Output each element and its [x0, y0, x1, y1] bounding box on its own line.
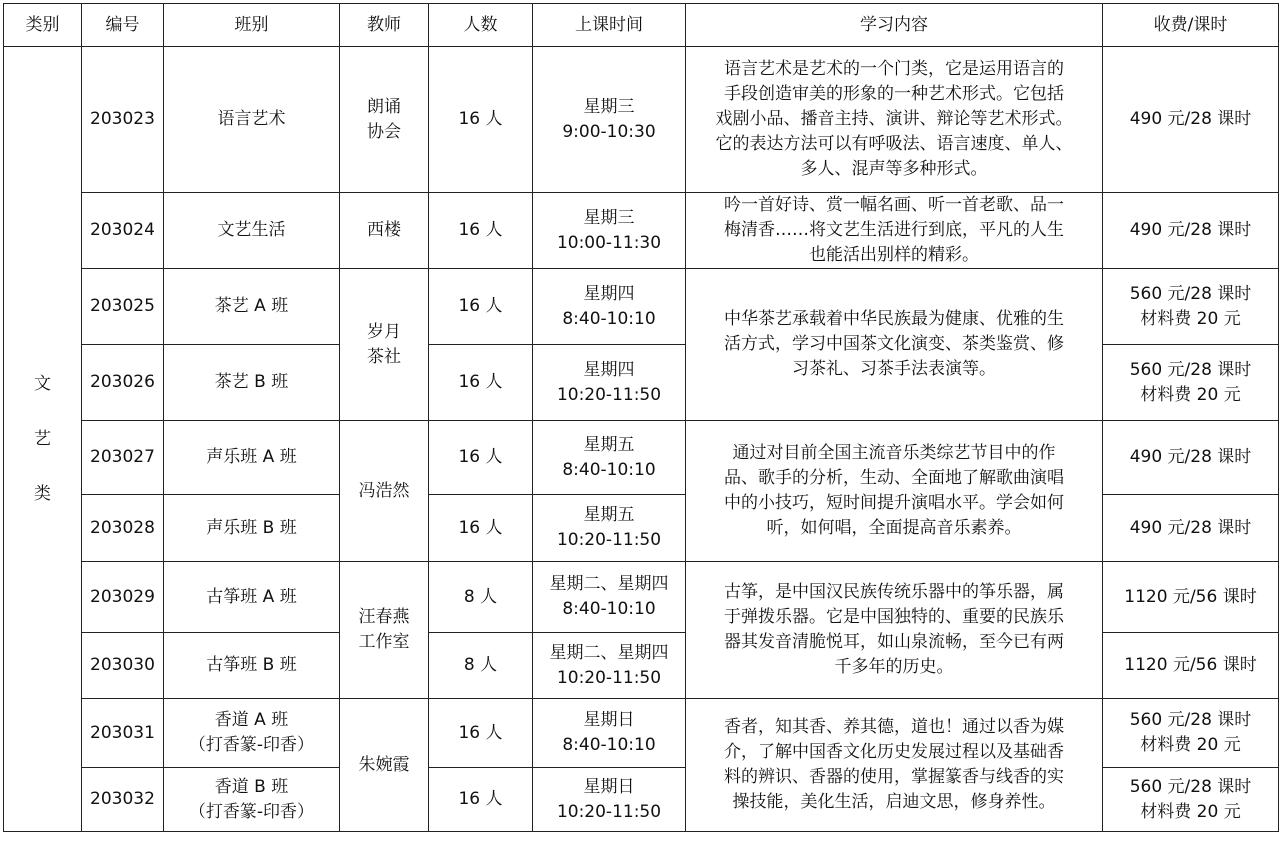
class-cell: 香道 A 班 （打香篆-印香）: [164, 699, 340, 768]
class-cell: 古筝班 B 班: [164, 633, 340, 699]
count-cell: 16 人: [429, 699, 533, 768]
code-cell: 203028: [82, 495, 164, 562]
header-teacher: 教师: [340, 4, 429, 47]
fee-cell: 560 元/28 课时 材料费 20 元: [1103, 699, 1279, 768]
table-row: [4, 562, 1279, 633]
table-row: [4, 193, 1279, 269]
teacher-cell: 岁月 茶社: [340, 269, 429, 421]
fee-cell: 560 元/28 课时 材料费 20 元: [1103, 768, 1279, 832]
code-cell: 203030: [82, 633, 164, 699]
header-content: 学习内容: [686, 4, 1103, 47]
time-cell: 星期日 8:40-10:10: [533, 699, 686, 768]
header-class: 班别: [164, 4, 340, 47]
fee-cell: 560 元/28 课时 材料费 20 元: [1103, 269, 1279, 345]
class-cell: 声乐班 B 班: [164, 495, 340, 562]
class-cell: 茶艺 B 班: [164, 345, 340, 421]
count-cell: 16 人: [429, 47, 533, 193]
count-cell: 8 人: [429, 562, 533, 633]
fee-cell: 1120 元/56 课时: [1103, 633, 1279, 699]
table-row: [4, 269, 1279, 345]
time-cell: 星期五 8:40-10:10: [533, 421, 686, 495]
count-cell: 16 人: [429, 269, 533, 345]
class-cell: 香道 B 班 （打香篆-印香）: [164, 768, 340, 832]
teacher-cell: 西楼: [340, 193, 429, 269]
time-cell: 星期五 10:20-11:50: [533, 495, 686, 562]
count-cell: 16 人: [429, 421, 533, 495]
teacher-cell: 朱婉霞: [340, 699, 429, 832]
code-cell: 203029: [82, 562, 164, 633]
header-category: 类别: [4, 4, 82, 47]
teacher-cell: 冯浩然: [340, 421, 429, 562]
category-cell: 文 艺 类: [4, 47, 82, 832]
time-cell: 星期三 9:00-10:30: [533, 47, 686, 193]
class-cell: 文艺生活: [164, 193, 340, 269]
content-cell: 吟一首好诗、赏一幅名画、听一首老歌、品一 梅清香……将文艺生活进行到底，平凡的人生 也能活出别样的精彩。: [686, 193, 1103, 269]
code-cell: 203032: [82, 768, 164, 832]
class-cell: 语言艺术: [164, 47, 340, 193]
class-cell: 声乐班 A 班: [164, 421, 340, 495]
time-cell: 星期四 8:40-10:10: [533, 269, 686, 345]
course-schedule-table: [3, 3, 1279, 832]
table-row: [4, 699, 1279, 768]
header-fee: 收费/课时: [1103, 4, 1279, 47]
code-cell: 203031: [82, 699, 164, 768]
table-row: [4, 47, 1279, 193]
header-row: [4, 4, 1279, 47]
code-cell: 203025: [82, 269, 164, 345]
count-cell: 8 人: [429, 633, 533, 699]
code-cell: 203024: [82, 193, 164, 269]
count-cell: 16 人: [429, 345, 533, 421]
fee-cell: 490 元/28 课时: [1103, 495, 1279, 562]
content-cell: 语言艺术是艺术的一个门类，它是运用语言的 手段创造审美的形象的一种艺术形式。它包括 戏剧小品、播音主持、演讲、辩论等艺术形式。 它的表达方法可以有呼吸法、语言速度、单人、 多人、混声等多种形式。: [686, 47, 1103, 193]
content-cell: 古筝，是中国汉民族传统乐器中的筝乐器，属 于弹拨乐器。它是中国独特的、重要的民族乐 器其发音清脆悦耳，如山泉流畅，至今已有两 千多年的历史。: [686, 562, 1103, 699]
content-cell: 香者，知其香、养其德，道也！通过以香为媒 介，了解中国香文化历史发展过程以及基础香 料的辨识、香器的使用，掌握篆香与线香的实 操技能，美化生活，启迪文思，修身养性。: [686, 699, 1103, 832]
header-time: 上课时间: [533, 4, 686, 47]
content-cell: 中华茶艺承载着中华民族最为健康、优雅的生 活方式，学习中国茶文化演变、茶类鉴赏、修 习茶礼、习茶手法表演等。: [686, 269, 1103, 421]
content-cell: 通过对目前全国主流音乐类综艺节目中的作 品、歌手的分析，生动、全面地了解歌曲演唱 中的小技巧，短时间提升演唱水平。学会如何 听，如何唱，全面提高音乐素养。: [686, 421, 1103, 562]
class-cell: 古筝班 A 班: [164, 562, 340, 633]
time-cell: 星期三 10:00-11:30: [533, 193, 686, 269]
header-count: 人数: [429, 4, 533, 47]
fee-cell: 1120 元/56 课时: [1103, 562, 1279, 633]
header-code: 编号: [82, 4, 164, 47]
time-cell: 星期日 10:20-11:50: [533, 768, 686, 832]
teacher-cell: 朗诵 协会: [340, 47, 429, 193]
time-cell: 星期二、星期四 8:40-10:10: [533, 562, 686, 633]
fee-cell: 490 元/28 课时: [1103, 47, 1279, 193]
class-cell: 茶艺 A 班: [164, 269, 340, 345]
fee-cell: 560 元/28 课时 材料费 20 元: [1103, 345, 1279, 421]
fee-cell: 490 元/28 课时: [1103, 193, 1279, 269]
teacher-cell: 汪春燕 工作室: [340, 562, 429, 699]
code-cell: 203023: [82, 47, 164, 193]
code-cell: 203026: [82, 345, 164, 421]
code-cell: 203027: [82, 421, 164, 495]
time-cell: 星期四 10:20-11:50: [533, 345, 686, 421]
table-row: [4, 421, 1279, 495]
count-cell: 16 人: [429, 768, 533, 832]
fee-cell: 490 元/28 课时: [1103, 421, 1279, 495]
count-cell: 16 人: [429, 193, 533, 269]
count-cell: 16 人: [429, 495, 533, 562]
time-cell: 星期二、星期四 10:20-11:50: [533, 633, 686, 699]
